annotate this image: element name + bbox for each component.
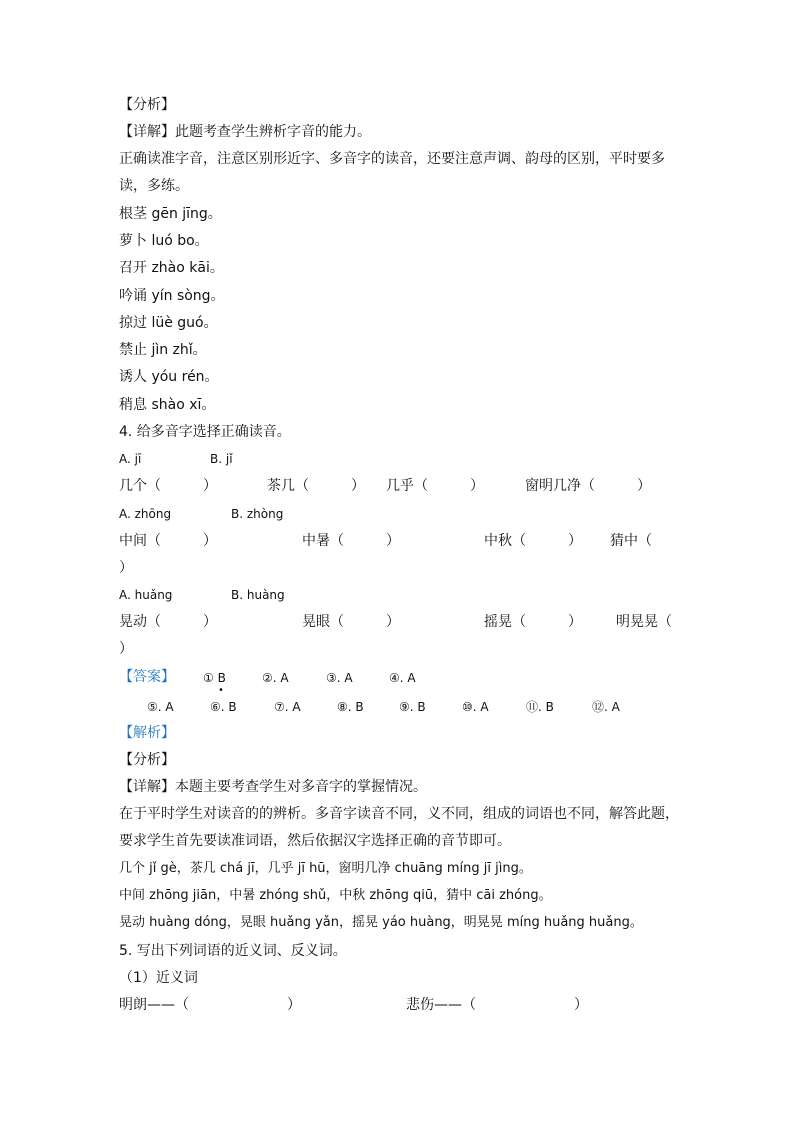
pinyin-line: 召开 zhào kāi。 xyxy=(119,260,224,276)
answer-item: ③. A xyxy=(326,671,353,685)
sub-question-label: （1）近义词 xyxy=(119,970,198,986)
explain-line: 几个 jǐ gè，茶几 chá jī，几乎 jī hū，窗明几净 chuāng míng jī jìng。 xyxy=(119,861,532,876)
answer-item: ⑤. A xyxy=(147,700,174,714)
answer-item: ⑧. B xyxy=(337,700,364,714)
option-a: A. jī xyxy=(119,452,142,466)
option-a: A. huǎng xyxy=(119,588,173,602)
pinyin-line: 禁止 jìn zhǐ。 xyxy=(119,342,207,358)
pinyin-line: 诱人 yóu rén。 xyxy=(119,369,219,385)
pinyin-line: 萝卜 luó bo。 xyxy=(119,233,209,249)
fill-blank-item: 摇晃（ ） xyxy=(484,614,582,630)
paragraph-line: 要求学生首先要读准词语，然后依据汉字选择正确的音节即可。 xyxy=(119,833,511,849)
paragraph-line: 正确读准字音，注意区别形近字、多音字的读音，还要注意声调、韵母的区别，平时要多 xyxy=(119,151,665,167)
detail-heading: 【详解】此题考查学生辨析字音的能力。 xyxy=(119,124,371,140)
fill-blank-item: 窗明几净（ ） xyxy=(525,478,651,494)
fill-blank-item: 茶几（ ） xyxy=(267,478,365,494)
pinyin-line: 根茎 gēn jīng。 xyxy=(119,206,222,222)
paragraph-line: 读，多练。 xyxy=(119,178,189,194)
pinyin-line: 吟诵 yín sòng。 xyxy=(119,288,225,304)
fill-blank-item: 中间（ ） xyxy=(119,533,217,549)
explain-line: 晃动 huàng dóng，晃眼 huǎng yǎn，摇晃 yáo huàng，明晃晃 míng huǎng huǎng。 xyxy=(119,915,643,930)
analysis-label: 【解析】 xyxy=(119,725,175,741)
answer-item: ⑪. B xyxy=(526,700,554,714)
fill-blank-item: 几个（ ） xyxy=(119,478,217,494)
explain-line: 中间 zhōng jiān，中暑 zhóng shǔ，中秋 zhōng qiū，猜中 cāi zhóng。 xyxy=(119,888,552,903)
analysis-heading: 【分析】 xyxy=(119,97,175,113)
paragraph-line: 在于平时学生对读音的的辨析。多音字读音不同，义不同，组成的词语也不同，解答此题， xyxy=(119,806,679,822)
question-title: 5. 写出下列词语的近义词、反义词。 xyxy=(119,943,347,959)
answer-label: 【答案】 xyxy=(119,669,175,685)
fill-blank-item: 悲伤——（ ） xyxy=(406,997,588,1013)
detail-heading: 【详解】本题主要考查学生对多音字的掌握情况。 xyxy=(119,779,427,795)
fill-blank-item: 猜中（ xyxy=(610,533,652,549)
pinyin-line: 掠过 lüè guó。 xyxy=(119,315,218,331)
fill-blank-item: 明朗——（ ） xyxy=(119,997,301,1013)
option-b: B. huàng xyxy=(231,588,285,602)
fill-blank-item: 中暑（ ） xyxy=(302,533,400,549)
answer-item: ① B xyxy=(203,671,226,685)
pinyin-line: 稍息 shào xī。 xyxy=(119,397,216,413)
emphasis-dot-icon: • xyxy=(218,685,224,696)
fill-blank-item: 晃动（ ） xyxy=(119,614,217,630)
fill-blank-item: 几乎（ ） xyxy=(386,478,484,494)
fill-blank-item: 晃眼（ ） xyxy=(302,614,400,630)
answer-item: ⑨. B xyxy=(399,700,426,714)
fill-blank-overflow: ） xyxy=(119,560,133,576)
answer-item: ⑩. A xyxy=(462,700,489,714)
fill-blank-item: 明晃晃（ xyxy=(616,614,672,630)
analysis-heading: 【分析】 xyxy=(119,752,175,768)
answer-item: ⑦. A xyxy=(274,700,301,714)
fill-blank-overflow: ） xyxy=(119,641,133,657)
answer-item: ②. A xyxy=(262,671,289,685)
option-b: B. jǐ xyxy=(210,452,233,466)
option-a: A. zhōng xyxy=(119,507,172,521)
option-b: B. zhòng xyxy=(231,507,284,521)
question-title: 4. 给多音字选择正确读音。 xyxy=(119,424,291,440)
answer-item: ⑫. A xyxy=(592,700,620,714)
fill-blank-item: 中秋（ ） xyxy=(484,533,582,549)
answer-item: ④. A xyxy=(389,671,416,685)
answer-item: ⑥. B xyxy=(210,700,237,714)
